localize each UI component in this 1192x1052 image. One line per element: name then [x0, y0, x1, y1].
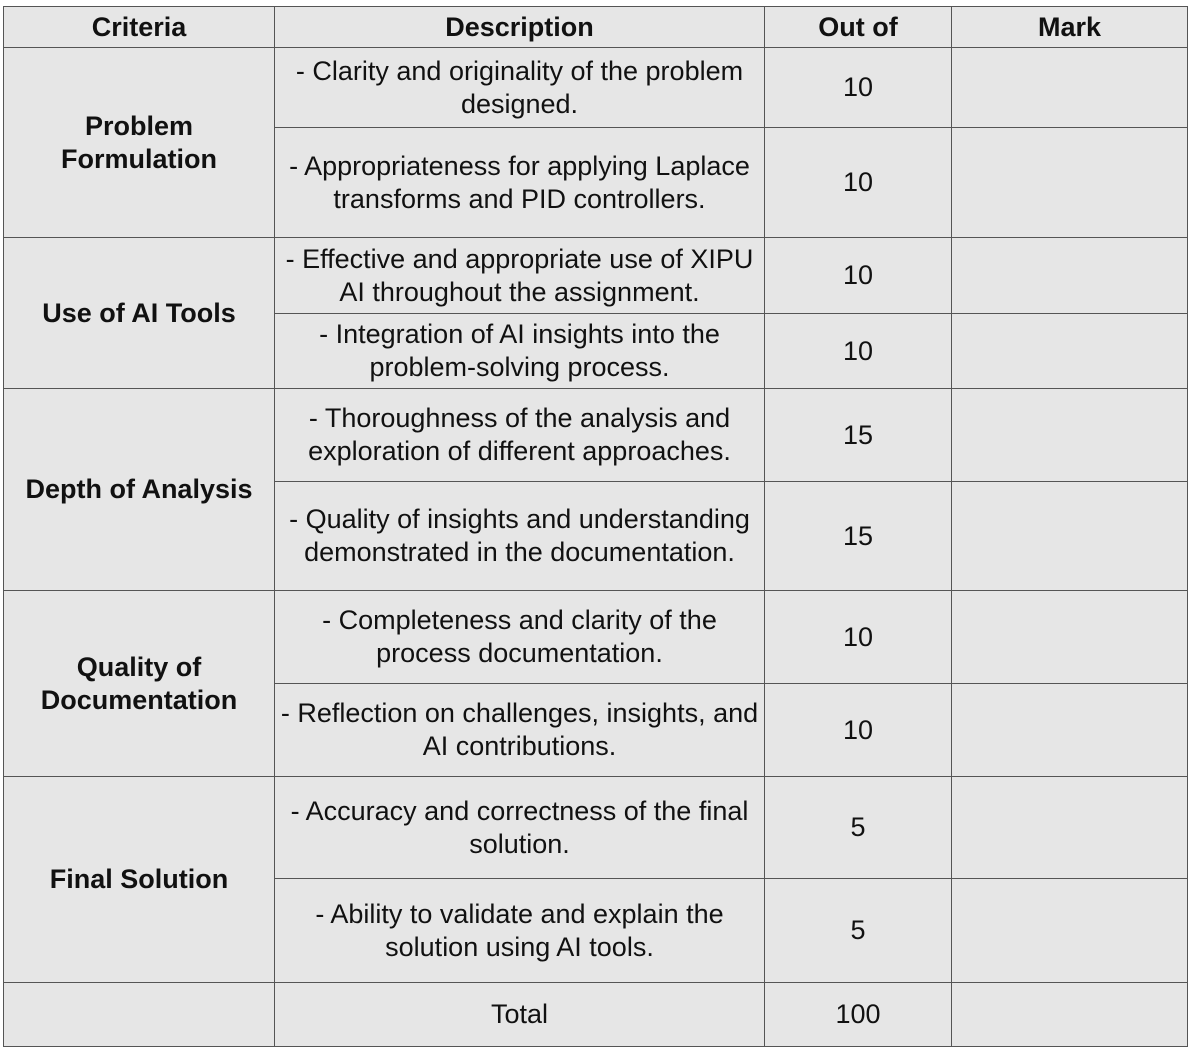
- criteria-quality-of-documentation: Quality of Documentation: [4, 591, 275, 777]
- mark-cell[interactable]: [952, 482, 1188, 591]
- description-cell: - Integration of AI insights into the problem-solving process.: [275, 314, 765, 389]
- table-row: [4, 48, 1188, 128]
- header-mark: Mark: [952, 7, 1188, 48]
- table-row: [4, 777, 1188, 879]
- out-of-cell: 10: [765, 314, 952, 389]
- mark-cell[interactable]: [952, 879, 1188, 983]
- header-criteria: Criteria: [4, 7, 275, 48]
- description-cell: - Reflection on challenges, insights, and AI contributions.: [275, 684, 765, 777]
- description-cell: - Ability to validate and explain the solution using AI tools.: [275, 879, 765, 983]
- description-cell: - Clarity and originality of the problem designed.: [275, 48, 765, 128]
- criteria-depth-of-analysis: Depth of Analysis: [4, 389, 275, 591]
- out-of-cell: 15: [765, 482, 952, 591]
- out-of-cell: 10: [765, 238, 952, 314]
- description-cell: - Accuracy and correctness of the final solution.: [275, 777, 765, 879]
- rubric-table: [3, 6, 1188, 1047]
- criteria-use-of-ai-tools: Use of AI Tools: [4, 238, 275, 389]
- description-cell: - Completeness and clarity of the process documentation.: [275, 591, 765, 684]
- out-of-cell: 5: [765, 777, 952, 879]
- table-row: [4, 238, 1188, 314]
- out-of-cell: 15: [765, 389, 952, 482]
- out-of-cell: 10: [765, 128, 952, 238]
- out-of-cell: 10: [765, 48, 952, 128]
- mark-cell[interactable]: [952, 777, 1188, 879]
- mark-cell[interactable]: [952, 128, 1188, 238]
- table-row: [4, 591, 1188, 684]
- total-out-of: 100: [765, 983, 952, 1047]
- mark-cell[interactable]: [952, 591, 1188, 684]
- total-mark-cell[interactable]: [952, 983, 1188, 1047]
- description-cell: - Effective and appropriate use of XIPU AI throughout the assignment.: [275, 238, 765, 314]
- header-out-of: Out of: [765, 7, 952, 48]
- out-of-cell: 5: [765, 879, 952, 983]
- total-row: [4, 983, 1188, 1047]
- criteria-problem-formulation: Problem Formulation: [4, 48, 275, 238]
- mark-cell[interactable]: [952, 684, 1188, 777]
- header-description: Description: [275, 7, 765, 48]
- out-of-cell: 10: [765, 684, 952, 777]
- description-cell: - Thoroughness of the analysis and exploration of different approaches.: [275, 389, 765, 482]
- mark-cell[interactable]: [952, 389, 1188, 482]
- criteria-final-solution: Final Solution: [4, 777, 275, 983]
- total-label: Total: [275, 983, 765, 1047]
- out-of-cell: 10: [765, 591, 952, 684]
- mark-cell[interactable]: [952, 314, 1188, 389]
- mark-cell[interactable]: [952, 238, 1188, 314]
- description-cell: - Quality of insights and understanding demonstrated in the documentation.: [275, 482, 765, 591]
- description-cell: - Appropriateness for applying Laplace transforms and PID controllers.: [275, 128, 765, 238]
- mark-cell[interactable]: [952, 48, 1188, 128]
- total-criteria-cell: [4, 983, 275, 1047]
- header-row: [4, 7, 1188, 48]
- table-row: [4, 389, 1188, 482]
